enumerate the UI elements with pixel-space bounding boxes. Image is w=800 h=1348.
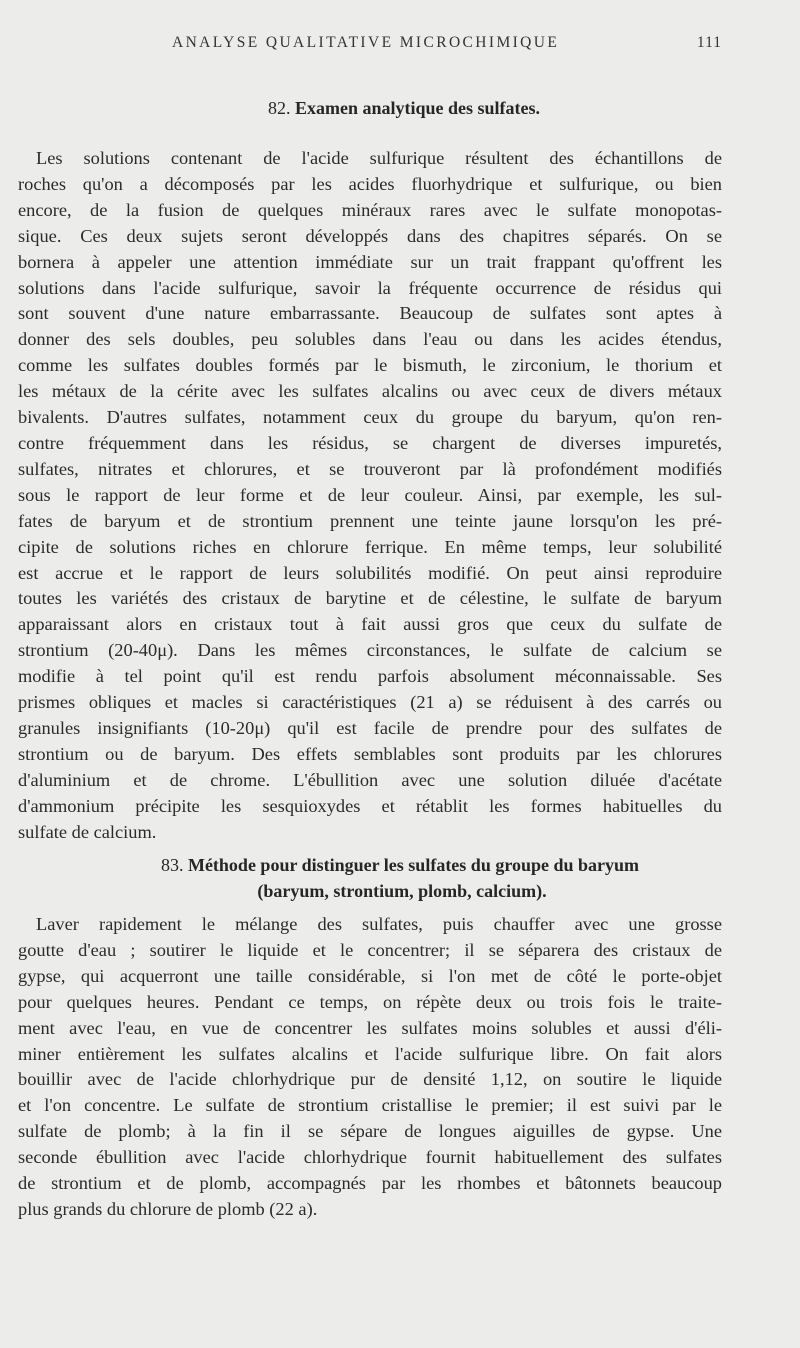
- text-line: toutes les variétés des cristaux de barytine et de célestine, le sulfate de baryum: [18, 588, 722, 609]
- text-line: bivalents. D'autres sulfates, notamment ceux du groupe du baryum, qu'on ren-: [18, 407, 722, 428]
- text-line: strontium ou de baryum. Des effets semblables sont produits par les chlorures: [18, 743, 722, 764]
- text-line: sont souvent d'une nature embarrassante. Beaucoup de sulfates sont aptes à: [18, 303, 722, 324]
- text-line: apparaissant alors en cristaux tout à fait aussi gros que ceux du sulfate de: [18, 614, 722, 635]
- text-line: bornera à appeler une attention immédiate sur un trait frappant qu'offrent les: [18, 251, 722, 272]
- text-line: Laver rapidement le mélange des sulfates, puis chauffer avec une grosse: [36, 914, 722, 934]
- section-83-paragraph: [18, 912, 722, 1223]
- section-83-title-line2: (baryum, strontium, plomb, calcium).: [257, 881, 547, 901]
- section-83-heading: [0, 852, 800, 904]
- section-82-paragraph: [18, 146, 722, 845]
- section-83-number: 83.: [160, 855, 184, 875]
- text-line: sulfate de calcium.: [18, 821, 157, 842]
- text-line: solutions dans l'acide sulfurique, savoir la fréquente occurrence de résidus qui: [18, 277, 722, 298]
- text-line: granules insignifiants (10-20μ) qu'il est facile de prendre pour des sulfates de: [18, 717, 722, 738]
- text-line: miner entièrement les sulfates alcalins et l'acide sulfurique libre. On fait alors: [18, 1043, 722, 1064]
- text-line: comme les sulfates doubles formés par le bismuth, le zirconium, le thorium et: [18, 355, 722, 376]
- text-line: cipite de solutions riches en chlorure ferrique. En même temps, leur solubilité: [18, 536, 722, 557]
- section-82-number: 82.: [267, 98, 291, 118]
- text-line: seconde ébullition avec l'acide chlorhydrique fournit habituellement des sulfates: [18, 1147, 722, 1168]
- text-line: goutte d'eau ; soutirer le liquide et le concentrer; il se séparera des cristaux de: [18, 939, 722, 960]
- text-line: donner des sels doubles, peu solubles dans l'eau ou dans les acides étendus,: [18, 329, 722, 350]
- page-number: 111: [696, 34, 722, 51]
- section-82-heading: [0, 98, 800, 119]
- section-82-title: Examen analytique des sulfates.: [294, 98, 541, 118]
- text-line: encore, de la fusion de quelques minéraux rares avec le sulfate monopotas-: [18, 199, 722, 220]
- text-line: sulfate de plomb; à la fin il se sépare de longues aiguilles de gypse. Une: [18, 1121, 722, 1142]
- text-line: sique. Ces deux sujets seront développés dans des chapitres séparés. On se: [18, 225, 722, 246]
- text-line: fates de baryum et de strontium prennent une teinte jaune lorsqu'on les pré-: [18, 510, 722, 531]
- running-title: ANALYSE QUALITATIVE MICROCHIMIQUE: [172, 34, 560, 51]
- text-line: et l'on concentre. Le sulfate de strontium cristallise le premier; il est suivi par le: [18, 1095, 722, 1116]
- section-83-title-line1: Méthode pour distinguer les sulfates du groupe du baryum: [187, 855, 640, 875]
- text-line: pour quelques heures. Pendant ce temps, on répète deux ou trois fois le traite-: [18, 991, 722, 1012]
- text-line: d'ammonium précipite les sesquioxydes et rétablit les formes habituelles du: [18, 795, 722, 816]
- text-line: sous le rapport de leur forme et de leur couleur. Ainsi, par exemple, les sul-: [18, 484, 722, 505]
- text-line: de strontium et de plomb, accompagnés par les rhombes et bâtonnets beaucoup: [18, 1173, 722, 1194]
- text-line: d'aluminium et de chrome. L'ébullition avec une solution diluée d'acétate: [18, 769, 722, 790]
- text-line: prismes obliques et macles si caractéristiques (21 a) se réduisent à des carrés ou: [18, 692, 722, 713]
- text-line: bouillir avec de l'acide chlorhydrique pur de densité 1,12, on soutire le liquide: [18, 1069, 722, 1090]
- text-line: sulfates, nitrates et chlorures, et se trouveront par là profondément modifiés: [18, 458, 722, 479]
- text-line: Les solutions contenant de l'acide sulfurique résultent des échantillons de: [36, 148, 722, 168]
- text-line: est accrue et le rapport de leurs solubilités modifié. On peut ainsi reproduire: [18, 562, 722, 583]
- text-line: ment avec l'eau, en vue de concentrer les sulfates moins solubles et aussi d'éli-: [18, 1017, 722, 1038]
- text-line: plus grands du chlorure de plomb (22 a).: [18, 1198, 318, 1219]
- running-header: [0, 34, 800, 56]
- text-line: les métaux de la cérite avec les sulfates alcalins ou avec ceux de divers métaux: [18, 381, 722, 402]
- text-line: strontium (20-40μ). Dans les mêmes circonstances, le sulfate de calcium se: [18, 640, 722, 661]
- text-line: roches qu'on a décomposés par les acides fluorhydrique et sulfurique, ou bien: [18, 173, 722, 194]
- text-line: modifie à tel point qu'il est rendu parfois absolument méconnaissable. Ses: [18, 666, 722, 687]
- text-line: gypse, qui acquerront une taille considérable, si l'on met de côté le porte-objet: [18, 965, 722, 986]
- text-line: contre fréquemment dans les résidus, se chargent de diverses impuretés,: [18, 432, 722, 453]
